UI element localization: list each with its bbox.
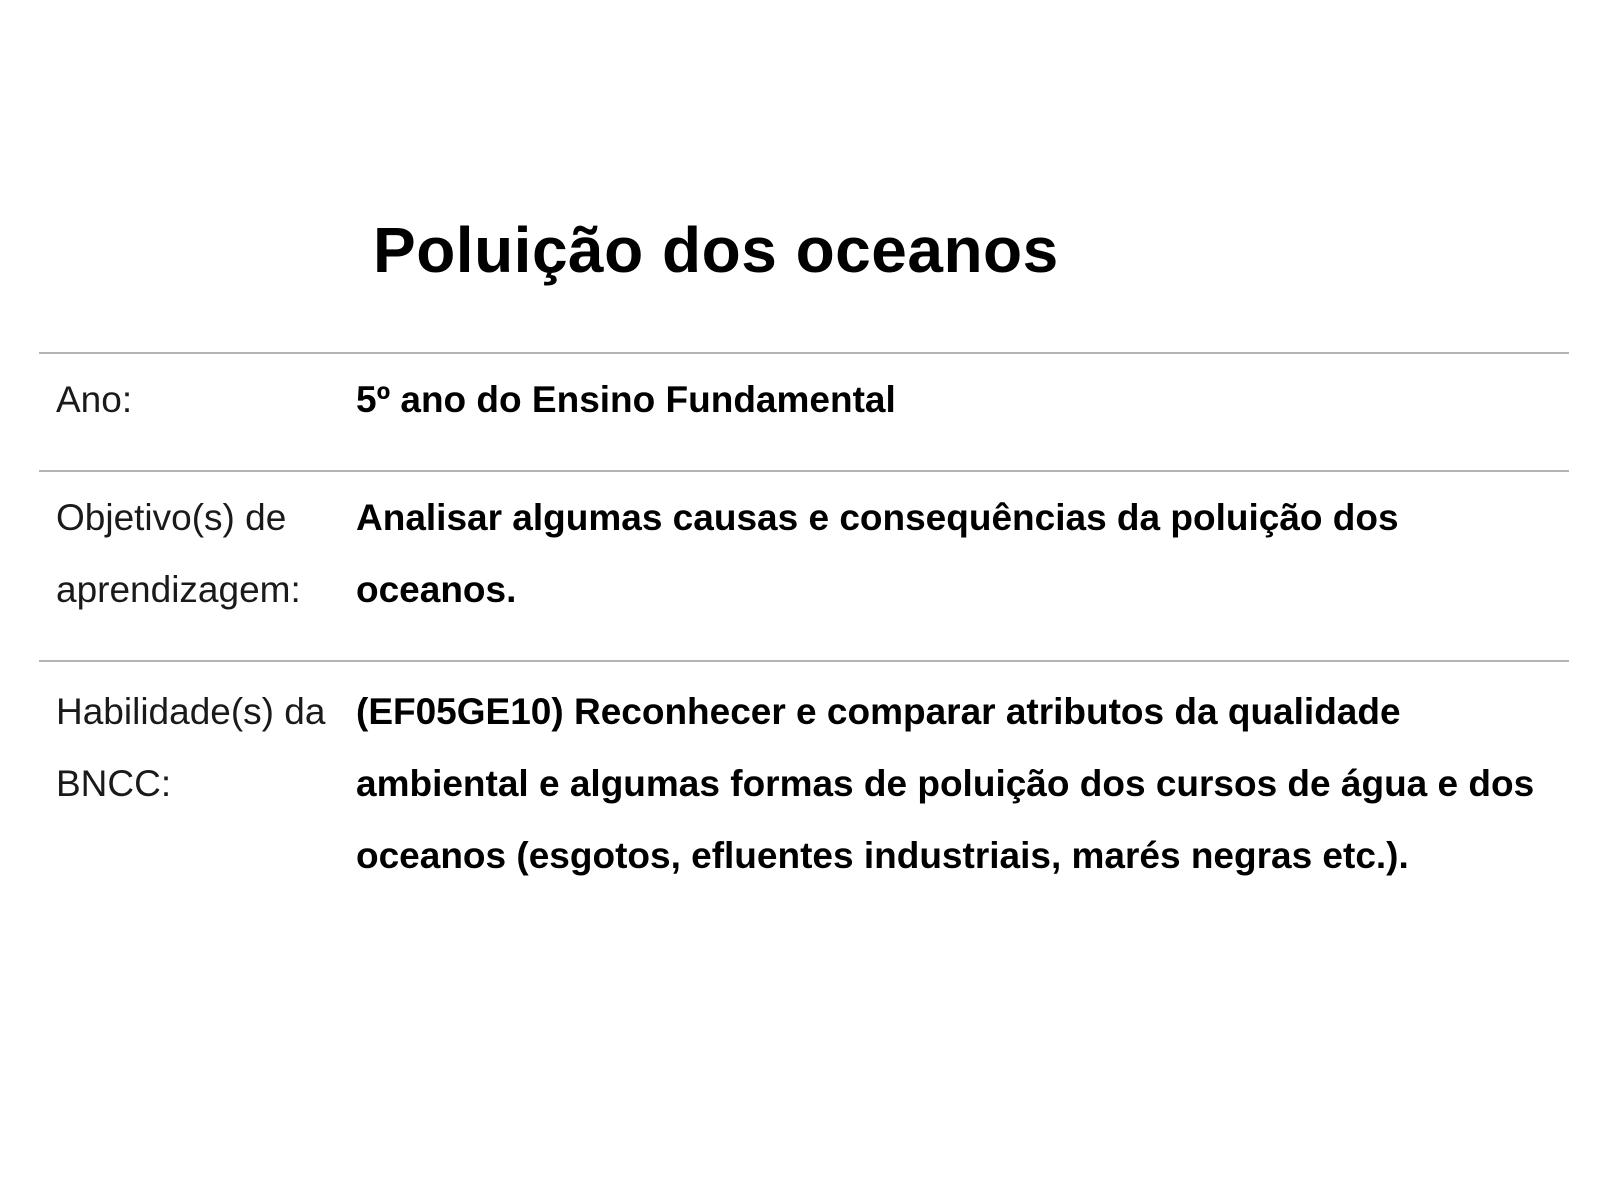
lesson-info-table: [39, 352, 1569, 892]
info-row-habilidade: [39, 660, 1569, 892]
info-row-ano: [39, 352, 1569, 470]
info-row-objetivo: [39, 470, 1569, 660]
row-label-ano: Ano:: [56, 379, 133, 420]
row-value-objetivo: Analisar algumas causas e consequências da poluição dos oceanos.: [356, 497, 1399, 610]
row-label-objetivo: Objetivo(s) de aprendizagem:: [56, 497, 301, 610]
row-value-habilidade: (EF05GE10) Reconhecer e comparar atributos da qualidade ambiental e algumas formas de poluição dos cursos de água e dos oceanos (esgotos, efluentes industriais, marés negras etc.).: [356, 691, 1535, 876]
row-value-ano: 5º ano do Ensino Fundamental: [356, 379, 896, 420]
row-label-habilidade: Habilidade(s) da BNCC:: [56, 691, 326, 804]
page-title: Poluição dos oceanos: [373, 214, 1059, 286]
